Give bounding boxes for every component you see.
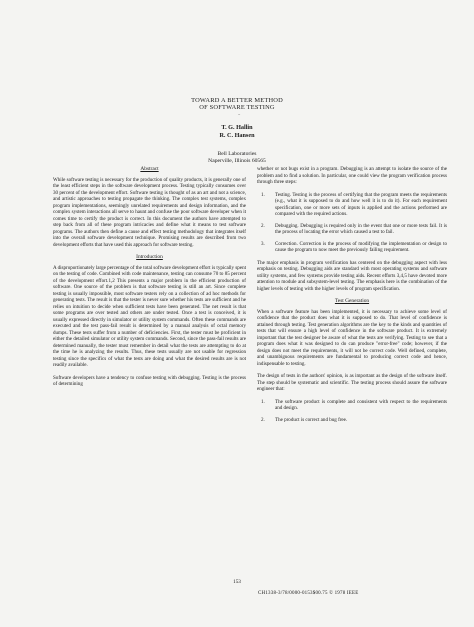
affiliation-line-2: Naperville, Illinois 60565 (208, 158, 266, 164)
introduction-paragraph-2: Software developers have a tendency to confuse testing with debugging. Testing is the process of determining (53, 374, 246, 387)
right-column (257, 166, 447, 429)
affiliation-line-1: Bell Laboratories (217, 151, 257, 157)
list-number: 1. (261, 191, 265, 198)
list-number: 3. (261, 240, 265, 247)
abstract-heading: Abstract (140, 166, 159, 172)
affiliation (0, 151, 474, 165)
list-text: The product is correct and bug free. (275, 416, 348, 423)
handwritten-annotation: ~ (238, 112, 241, 117)
list-item (257, 192, 447, 218)
abstract-paragraph: While software testing is necessary for the production of quality products, it is generally one of the least efficient steps in the software development process. Testing typically consumes over 30 percent of the development effort. Software testing is thought of as an art and not a science, and artistic approaches to testing propagate the thinking. The complex test systems, complex program implementations, seemingly unrelated requirements and design information, and the complex system interactions all serve to haunt and confuse the poor software developer when it comes time to certify the product is correct. In this document the authors have attempted to step back from all of these program intricacies and define what it means to test software programs. The authors then define a cause and effect testing methodology that integrates itself into the overall software development technique. Promising results are described from two development efforts that have used this approach for software testing. (53, 176, 246, 248)
assurance-list (257, 399, 447, 424)
left-column (53, 166, 246, 394)
author-list (0, 124, 474, 139)
list-item (257, 399, 447, 412)
list-number: 2. (261, 416, 265, 423)
title-line-1: TOWARD A BETTER METHOD (191, 97, 283, 104)
paper-title (0, 97, 474, 112)
list-item (257, 223, 447, 236)
list-text: Testing. Testing is the process of certifying that the program meets the requirements (e.g., what it is supposed to do and how well it is to do it). For each requirement specification, one or more sets of inputs is applied and the actions performed are compared with the required actions. (275, 191, 447, 217)
test-generation-paragraph-2: The design of tests in the authors' opinion, is as important as the design of the software itself. The step should be systematic and scientific. The testing process should assure the software engineer that: (257, 373, 447, 392)
author-1: T. G. Hallin (221, 124, 253, 131)
author-2: R. C. Hansen (219, 131, 255, 139)
list-number: 2. (261, 222, 265, 229)
introduction-heading: Introduction (136, 254, 163, 260)
list-text: The software product is complete and consistent with respect to the requirements and design. (275, 398, 447, 411)
verification-paragraph: whether or not bugs exist in a program. Debugging is an attempt to isolate the source of the problem and to find a solution. In particular, one could view the program verification process through three steps: (257, 166, 447, 185)
title-line-2: OF SOFTWARE TESTING (199, 104, 275, 112)
list-text: Debugging. Debugging is required only in the event that one or more tests fail. It is the process of locating the error which caused a test to fail. (275, 222, 447, 235)
list-item (257, 241, 447, 254)
test-generation-paragraph-1: When a software feature has been implemented, it is necessary to achieve some level of confidence that the product does what it is supposed to do. That level of confidence is attained through testing. Test generation algorithms are the key to the kinds and quantities of tests that will ensure a high level of confidence in the software product. It is extremely important that the test designer be aware of what the tests are verifying. Testing to see that a program does what it was designed to do can produce "error-free" code; however, if the design does not meet the requirements, it will not be correct code. Well defined, complete, and unambiguous requirements are fundamental to producing correct code and hence, indispensable to testing. (257, 308, 447, 367)
test-generation-heading: Test Generation (334, 298, 370, 304)
list-item (257, 417, 447, 424)
verification-steps-list (257, 192, 447, 254)
copyright-line: CH1338-3/78/0000-0153$00.75 © 1978 IEEE (258, 591, 359, 596)
list-number: 1. (261, 398, 265, 405)
list-text: Correction. Correction is the process of modifying the implementation or design to cause the program to now meet the previously failing requirement. (275, 240, 447, 253)
emphasis-paragraph: The major emphasis in program verification has centered on the debugging aspect with less emphasis on testing. Debugging aids are standard with most operating systems and software utility systems, and few systems provide testing aids. Recent efforts 3,4,5 have devoted more attention to module and subsystem-level testing. The emphasis here is the combination of the higher levels of testing with the higher levels of program specification. (257, 259, 447, 292)
introduction-paragraph-1: A disproportionately large percentage of the total software development effort is typically spent on the testing of code. Combined with code maintenance, testing can consume 70 to 85 percent of the development effort.1,2 This presents a major problem in the efficient production of software. One source of the problem is that software testing is still an art. Since complete testing is usually impossible, most software testers rely on a collection of ad hoc methods for generating tests. The result is that the tester is never sure whether his tests are sufficient and he relies on intuition to decide when sufficient tests have been generated. The net result is that some programs are over tested and others are under tested. Once a test is conceived, it is usually expressed directly in simulator or utility system commands. Often these commands are executed and the test pass-fail result is determined by a manual analysis of octal memory dumps. These tests suffer from a number of deficiencies. First, the tester must be proficient in either the detailed simulator or utility system commands. Second, since the pass-fail results are determined manually, the tester must remember in detail what the tests are attempting to do at the time he is analyzing the results. Thus, these tests usually are not usable for regression testing since the specifics of what the tests are doing and what the desired results are is not readily available. (53, 264, 246, 368)
page-number: 153 (233, 579, 241, 585)
